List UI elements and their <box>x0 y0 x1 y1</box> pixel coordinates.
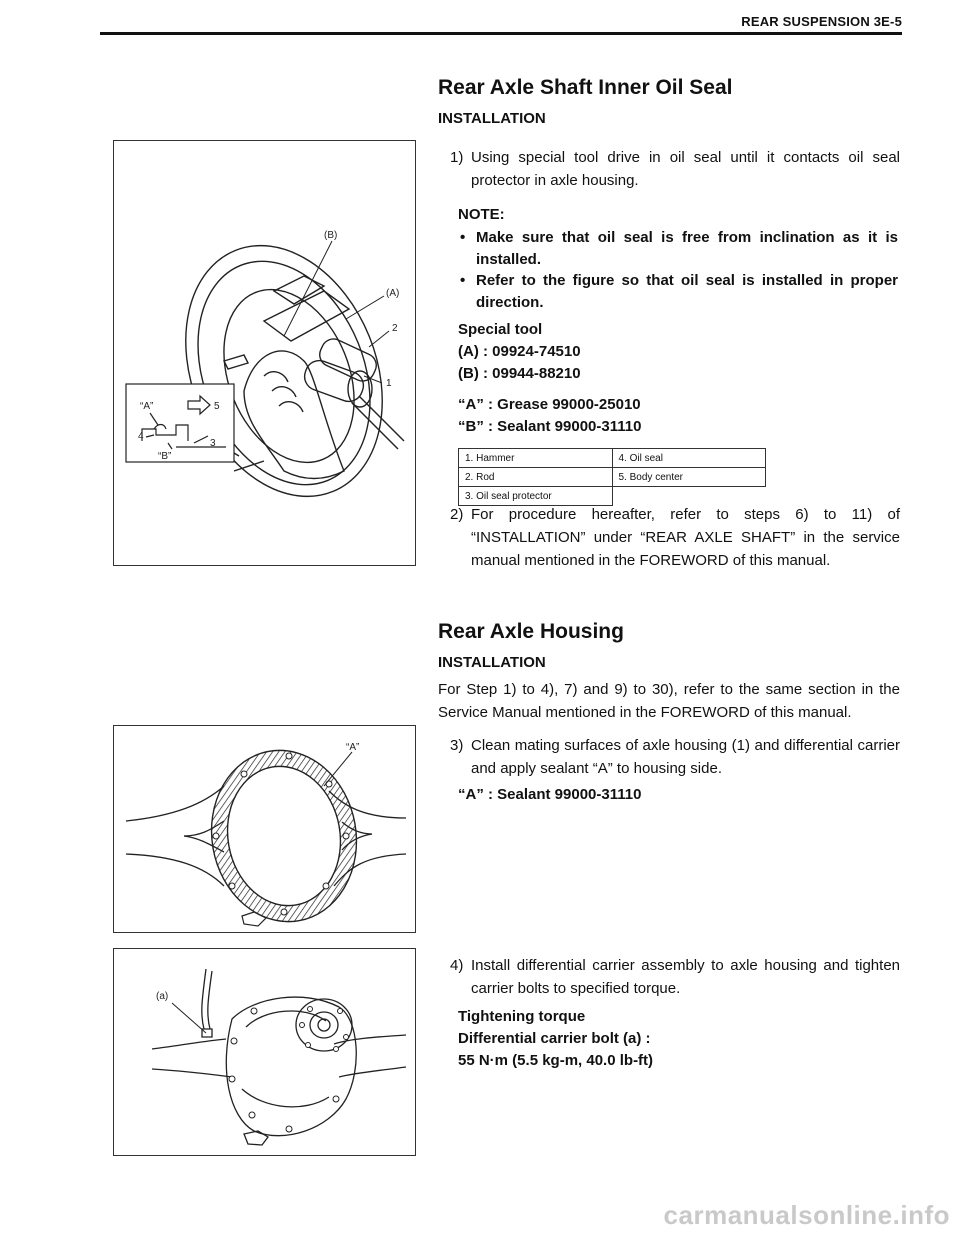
step-number: 3) <box>450 737 464 754</box>
figure-axle-housing-sealant <box>113 725 416 933</box>
bullet-text: Refer to the figure so that oil seal is installed in proper direction. <box>476 272 898 311</box>
torque-item: Differential carrier bolt (a) : <box>458 1030 651 1047</box>
page-header: REAR SUSPENSION 3E-5 <box>741 14 902 29</box>
torque-label: Tightening torque <box>458 1008 586 1025</box>
step-number: 2) <box>450 506 464 523</box>
note-label: NOTE: <box>458 206 505 223</box>
step-text: Install differential carrier assembly to axle housing and tighten carrier bolts to specified torque. <box>471 957 900 997</box>
step-1 <box>438 146 900 192</box>
inset-label-qb: “B” <box>158 451 172 462</box>
bullet-icon: • <box>460 272 466 289</box>
special-tool-label: Special tool <box>458 321 543 338</box>
figure2-label-a: “A” <box>346 742 360 753</box>
figure-differential-carrier <box>113 948 416 1156</box>
inset-frame <box>126 384 234 462</box>
step-number: 4) <box>450 957 464 974</box>
inset-label-4: 4 <box>138 431 144 442</box>
note-bullet-2 <box>458 270 898 314</box>
section-title-oil-seal: Rear Axle Shaft Inner Oil Seal <box>438 76 733 99</box>
section2-intro: For Step 1) to 4), 7) and 9) to 30), refer to the same section in the Service Manual mentioned in the FOREWORD of this manual. <box>438 681 900 721</box>
figure-label-a: (A) <box>386 288 400 299</box>
step-text: Clean mating surfaces of axle housing (1) and differential carrier and apply sealant “A” to housing side. <box>471 737 900 777</box>
bullet-icon: • <box>460 229 466 246</box>
figure-label-1: 1 <box>386 378 392 389</box>
legend-cell: 5. Body center <box>612 468 766 487</box>
figure-axle-housing-illustration <box>114 726 415 932</box>
inset-label-3: 3 <box>210 438 216 449</box>
legend-cell: 4. Oil seal <box>612 449 766 468</box>
note-bullet-1 <box>458 227 898 271</box>
legend-row <box>459 449 766 468</box>
figure-oil-seal-install <box>113 140 416 566</box>
legend-cell: 1. Hammer <box>459 449 613 468</box>
tool-b: (B) : 09944-88210 <box>458 365 581 382</box>
grease-a: “A” : Grease 99000-25010 <box>458 396 641 413</box>
tool-a: (A) : 09924-74510 <box>458 343 581 360</box>
legend-row <box>459 468 766 487</box>
figure-label-2: 2 <box>392 323 398 334</box>
torque-value: 55 N·m (5.5 kg-m, 40.0 lb-ft) <box>458 1052 654 1069</box>
legend-table <box>458 448 766 506</box>
bullet-text: Make sure that oil seal is free from inclination as it is installed. <box>476 229 898 268</box>
figure3-label-a: (a) <box>156 991 169 1002</box>
section-subtitle-installation-2: INSTALLATION <box>438 654 546 671</box>
figure-oil-seal-illustration <box>114 141 415 565</box>
step-4 <box>438 954 900 1000</box>
section-title-axle-housing: Rear Axle Housing <box>438 620 624 643</box>
step-2 <box>438 503 900 572</box>
figure-differential-illustration <box>114 949 415 1155</box>
inset-label-5: 5 <box>214 401 220 412</box>
step-text: For procedure hereafter, refer to steps 6) to 11) of “INSTALLATION” under “REAR AXLE SHAFT” in the service manual mentioned in the FOREWORD of this manual. <box>471 506 900 569</box>
step-number: 1) <box>450 149 464 166</box>
header-rule <box>100 32 902 35</box>
inset-label-qa: “A” <box>140 401 154 412</box>
figure-label-b: (B) <box>324 230 338 241</box>
sealant-b: “B” : Sealant 99000-31110 <box>458 418 642 435</box>
watermark: carmanualsonline.info <box>663 1200 950 1230</box>
step-3 <box>438 734 900 780</box>
legend-cell: 3. Oil seal protector <box>459 487 613 506</box>
step-text: Using special tool drive in oil seal until it contacts oil seal protector in axle housing. <box>471 149 900 189</box>
section-subtitle-installation: INSTALLATION <box>438 110 546 127</box>
sealant-a: “A” : Sealant 99000-31110 <box>458 786 642 803</box>
legend-cell: 2. Rod <box>459 468 613 487</box>
